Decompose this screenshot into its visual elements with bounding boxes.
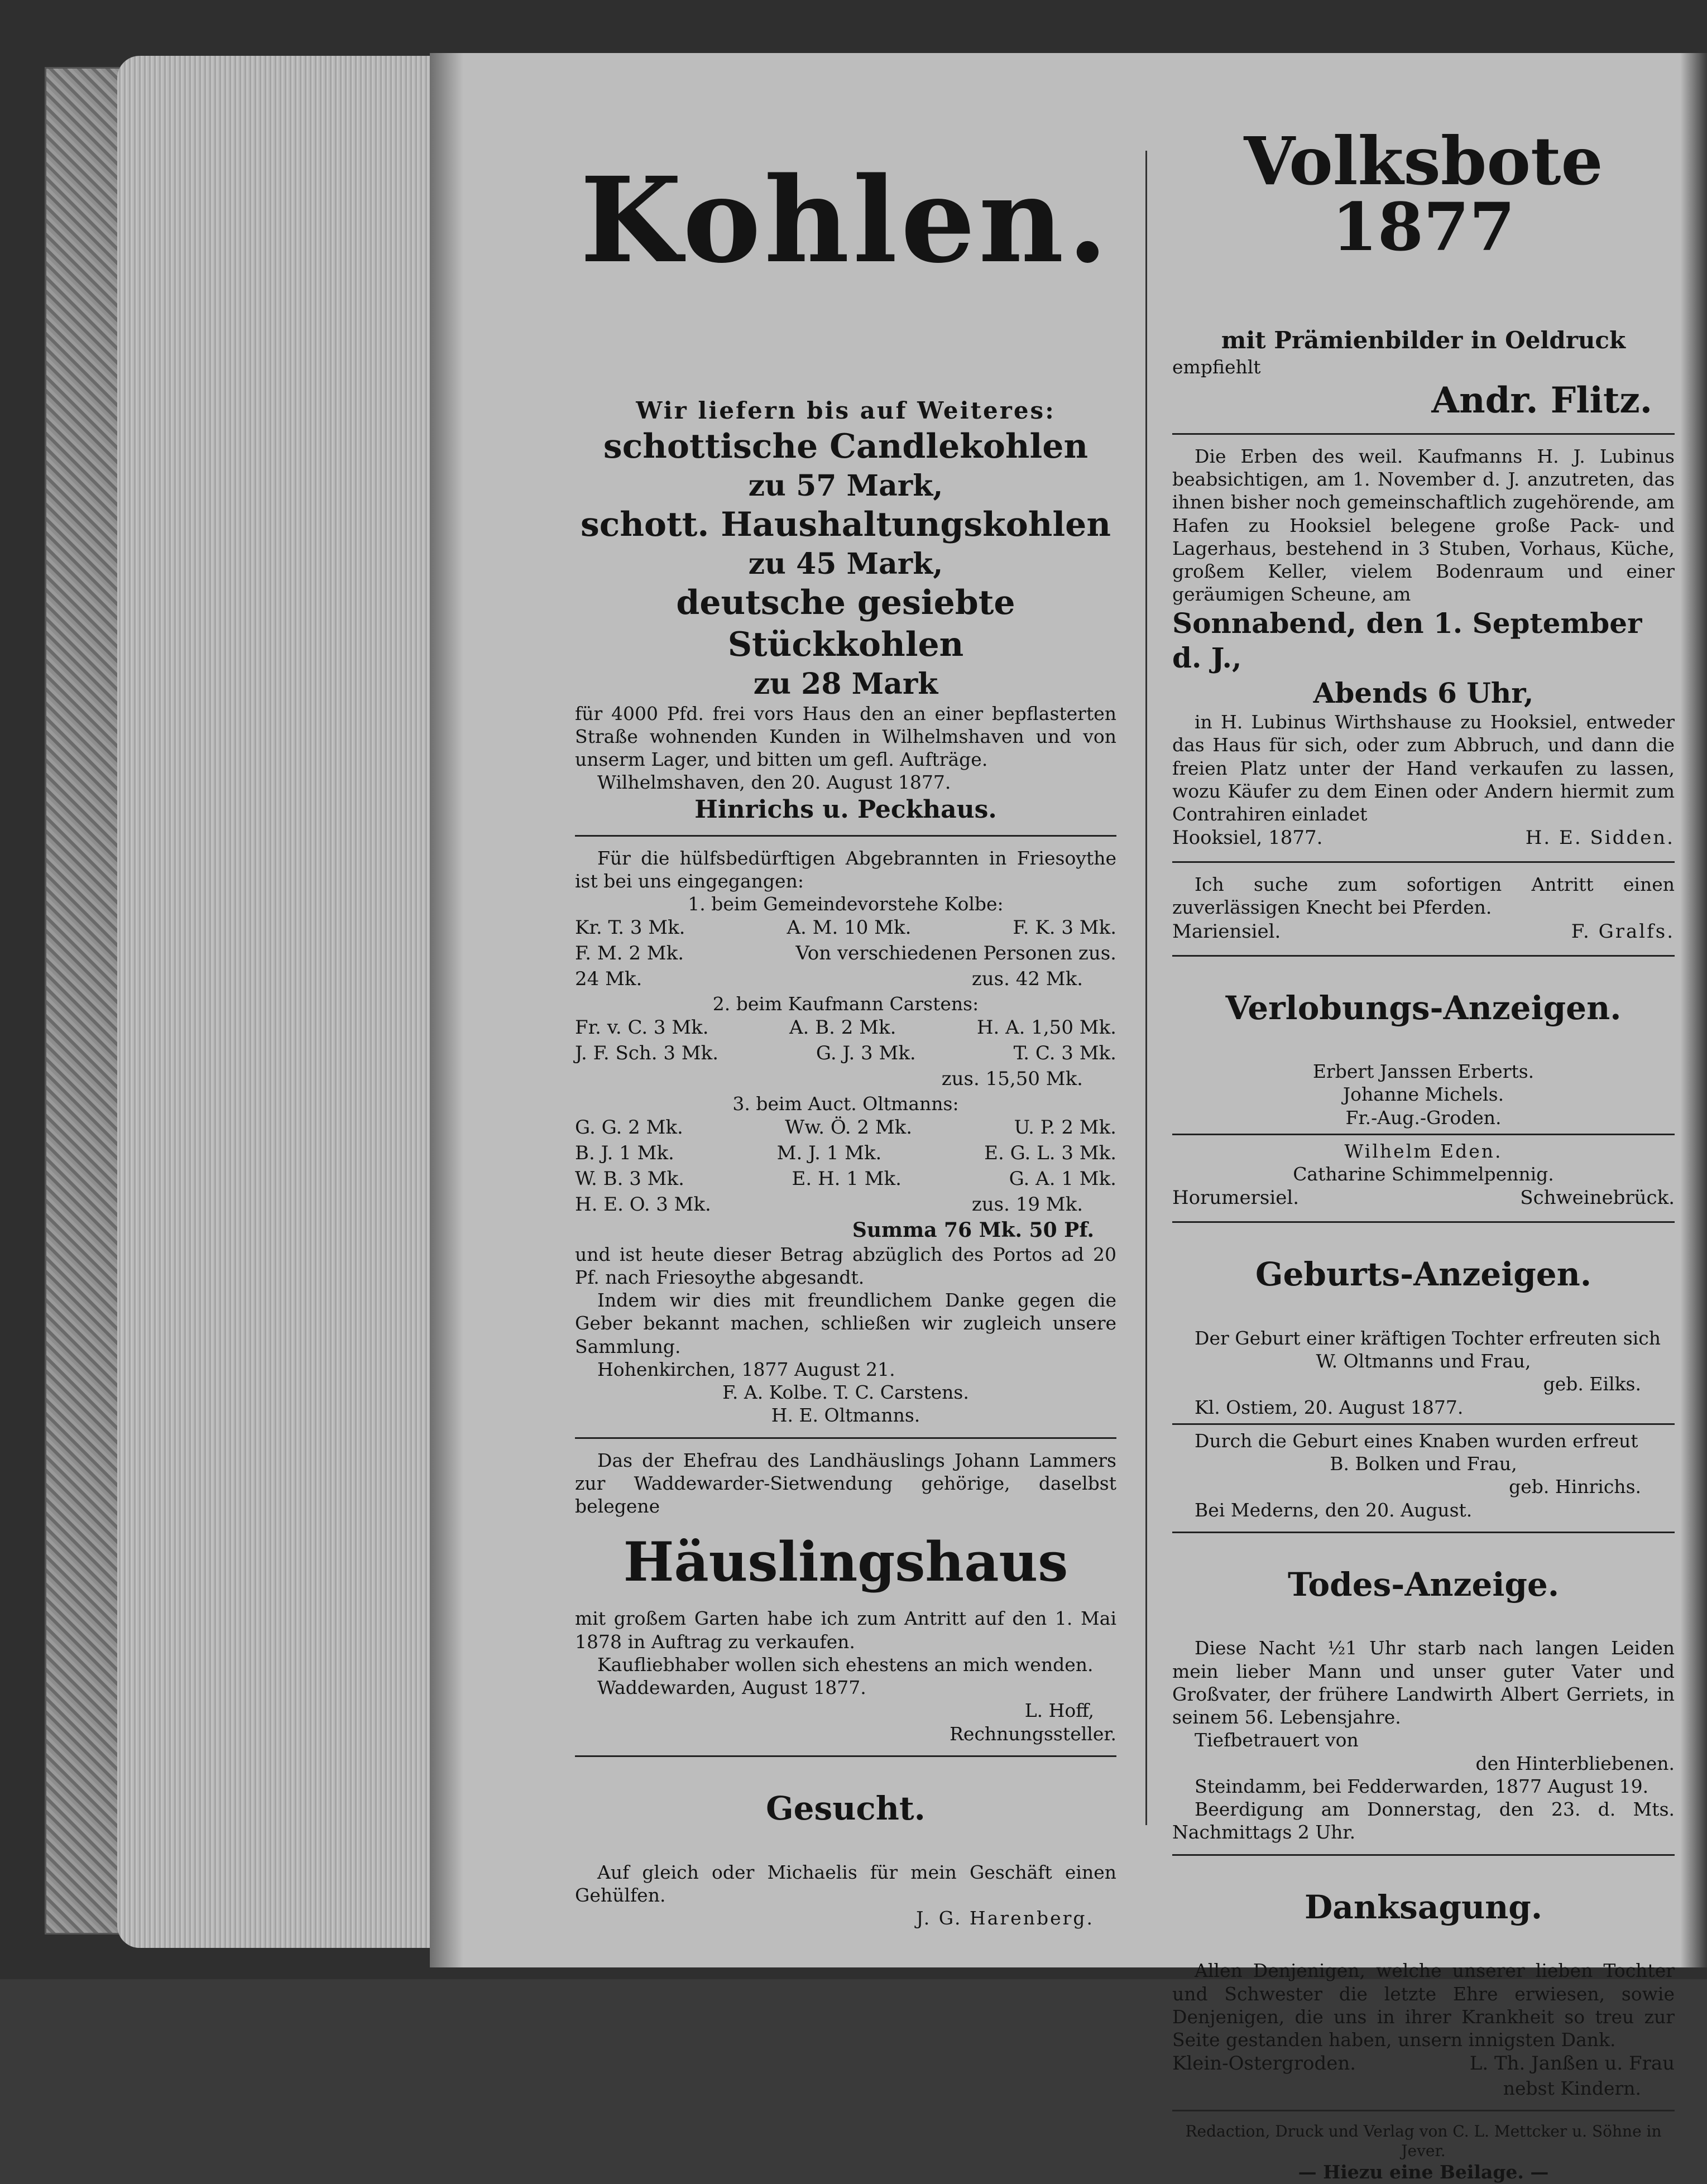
verlobung-footer: [1172, 1185, 1675, 1211]
table-row: [575, 915, 1116, 941]
volksbote-title: Volksbote 1877: [1244, 122, 1603, 266]
table-row: [575, 1015, 1116, 1041]
kohlen-body: für 4000 Pfd. frei vors Haus den an einer bepflasterten Straße wohnenden Kunden in Wilhelmshaven und von unserm Lager, und bitten um gefl. Aufträge.: [575, 702, 1116, 770]
gesucht-signature: J. G. Harenberg.: [916, 1907, 1094, 1929]
cell: T. C. 3 Mk.: [1013, 1042, 1116, 1065]
rule: [575, 1437, 1116, 1439]
tod-mourn: Tiefbetrauert von: [1195, 1729, 1359, 1751]
rule: [1172, 433, 1675, 435]
tod-title: Todes-Anzeige.: [1287, 1565, 1560, 1604]
cell: M. J. 1 Mk.: [776, 1141, 882, 1164]
haus-signature-1: L. Hoff,: [1024, 1700, 1094, 1722]
auction-body: Die Erben des weil. Kaufmanns H. J. Lubinus beabsichtigen, am 1. November d. J. anzutreten, das ihnen bisher noch gemeinschaftlich zugehörende, am Hafen zu Hooksiel belegene große Pack- und Lagerhaus, bestehend in 3 Stuben, Vorhaus, Küche, großem Keller, vielem Bodenraum und einer geräumigen Scheune, am: [1172, 445, 1675, 606]
haus-dateline: Waddewarden, August 1877.: [597, 1677, 866, 1699]
verlobung-line: Erbert Janssen Erberts.: [1312, 1060, 1535, 1083]
donation-notice: [575, 847, 1116, 1427]
kohlen-title: Kohlen.: [580, 151, 1111, 289]
knecht-body: Ich suche zum sofortigen Antritt einen zuverlässigen Knecht bei Pferden.: [1172, 873, 1675, 919]
beilage-note: — Hiezu eine Beilage. —: [1298, 2161, 1549, 2183]
donation-dateline: Hohenkirchen, 1877 August 21.: [597, 1358, 895, 1380]
geburt-section: [1172, 1255, 1675, 1521]
cell: F. M. 2 Mk.: [575, 942, 684, 965]
verlobung-place-2: Schweinebrück.: [1520, 1187, 1675, 1209]
haus-signature-2: Rechnungssteller.: [950, 1722, 1116, 1745]
cell: Fr. v. C. 3 Mk.: [575, 1016, 709, 1039]
gesucht-ad: [575, 1789, 1116, 1929]
table-row: [575, 941, 1116, 967]
auction-body-2: in H. Lubinus Wirthshause zu Hooksiel, entweder das Haus für sich, oder zum Abbruch, und dann die freien Platz unter der Hand verkaufen zu lassen, wozu Käufer zu dem Einen oder Andern hiermit zum Contrahiren einladet: [1172, 711, 1675, 825]
geburt-names: W. Oltmanns und Frau,: [1316, 1350, 1531, 1372]
kohlen-item-1: schottische Candlekohlen: [603, 426, 1089, 466]
verlobung-section: [1172, 989, 1675, 1212]
dank-signature: L. Th. Janßen u. Frau: [1469, 2052, 1675, 2075]
verlobung-line: Wilhelm Eden.: [1344, 1140, 1503, 1162]
donation-body-1: und ist heute dieser Betrag abzüglich des Portos ad 20 Pf. nach Friesoythe abgesandt.: [575, 1243, 1116, 1288]
volksbote-seller: Andr. Flitz.: [1431, 379, 1652, 421]
cell: G. J. 3 Mk.: [816, 1042, 916, 1065]
verlobung-line: Fr.-Aug.-Groden.: [1345, 1106, 1502, 1129]
donation-intro: Für die hülfsbedürftigen Abgebrannten in Friesoythe ist bei uns eingegangen:: [575, 847, 1116, 892]
rule: [575, 835, 1116, 837]
cell: A. M. 10 Mk.: [787, 916, 912, 939]
rule: [1172, 861, 1675, 863]
table-row: [575, 1067, 1116, 1092]
cell: E. G. L. 3 Mk.: [984, 1141, 1116, 1164]
geburt-place: Kl. Ostiem, 20. August 1877.: [1195, 1396, 1464, 1418]
cell: Ww. Ö. 2 Mk.: [785, 1116, 913, 1139]
volksbote-subtitle: mit Prämienbilder in Oeldruck: [1221, 327, 1626, 354]
rule: [1172, 1532, 1675, 1533]
kohlen-price-3: zu 28 Mark: [753, 666, 938, 701]
tod-section: [1172, 1566, 1675, 1844]
cell: 24 Mk.: [575, 968, 642, 991]
cell: H. A. 1,50 Mk.: [976, 1016, 1116, 1039]
dank-section: [1172, 1888, 1675, 2100]
page-edge-shadow: [1680, 53, 1707, 1967]
table-row: [575, 967, 1116, 992]
rule: [1172, 1423, 1675, 1425]
table-row: [575, 1115, 1116, 1141]
cell: F. K. 3 Mk.: [1013, 916, 1116, 939]
imprint: [1172, 2121, 1675, 2183]
kohlen-signature: Hinrichs u. Peckhaus.: [694, 795, 997, 824]
rule: [1172, 1134, 1675, 1135]
book-page-edges: [117, 56, 430, 1948]
cell: zus. 15,50 Mk.: [941, 1067, 1083, 1090]
verlobung-place-1: Horumersiel.: [1172, 1187, 1300, 1209]
tod-place: Steindamm, bei Fedderwarden, 1877 August 19.: [1195, 1775, 1649, 1797]
kohlen-intro: Wir liefern bis auf Weiteres:: [636, 397, 1056, 424]
table-row: [575, 1167, 1116, 1192]
rule: [1172, 955, 1675, 957]
kohlen-dateline: Wilhelmshaven, den 20. August 1877.: [597, 771, 951, 794]
auction-notice: [1172, 445, 1675, 851]
cell: W. B. 3 Mk.: [575, 1167, 684, 1190]
geburt-names-2: B. Bolken und Frau,: [1330, 1453, 1517, 1475]
knecht-footer: [1172, 919, 1675, 945]
volksbote-empfiehlt: empfiehlt: [1172, 356, 1261, 378]
dank-place: Klein-Ostergroden.: [1172, 2052, 1356, 2075]
knecht-place: Mariensiel.: [1172, 920, 1281, 943]
kohlen-item-3: deutsche gesiebte Stückkohlen: [676, 583, 1015, 664]
table-row: [575, 1141, 1116, 1167]
volksbote-ad: [1172, 122, 1675, 423]
auction-date: Sonnabend, den 1. September d. J.,: [1172, 606, 1642, 674]
cell: zus. 19 Mk.: [971, 1193, 1083, 1216]
dank-signature-2: nebst Kindern.: [1503, 2077, 1641, 2100]
donation-sec2: 2. beim Kaufmann Carstens:: [712, 992, 979, 1015]
rule: [575, 1755, 1116, 1757]
dank-body: Allen Denjenigen, welche unserer lieben Tochter und Schwester die letzte Ehre erwiesen, sowie Denjenigen, die uns in ihrer Krankheit so treu zur Seite gestanden haben, unsern innigsten Dank.: [1172, 1960, 1675, 2051]
cell: B. J. 1 Mk.: [575, 1141, 674, 1164]
knecht-signature: F. Gralfs.: [1571, 920, 1675, 943]
cell: zus. 42 Mk.: [971, 968, 1083, 991]
geburt-place-2: Bei Mederns, den 20. August.: [1195, 1499, 1473, 1521]
haus-intro: Das der Ehefrau des Landhäuslings Johann Lammers zur Waddewarder-Sietwendung gehörige, daselbst belegene: [575, 1449, 1116, 1518]
column-divider: [1145, 151, 1147, 1825]
imprint-text: Redaction, Druck und Verlag von C. L. Mettcker u. Söhne in Jever.: [1185, 2122, 1662, 2161]
verlobung-line: Johanne Michels.: [1342, 1083, 1504, 1106]
geburt-title: Geburts-Anzeigen.: [1255, 1255, 1592, 1294]
auction-signature: H. E. Sidden.: [1525, 827, 1675, 849]
donation-sec3: 3. beim Auct. Oltmanns:: [732, 1092, 959, 1115]
donation-body-2: Indem wir dies mit freundlichem Danke gegen die Geber bekannt machen, schließen wir zugleich unsere Sammlung.: [575, 1289, 1116, 1357]
cell: H. E. O. 3 Mk.: [575, 1193, 711, 1216]
auction-place: Hooksiel, 1877.: [1172, 827, 1323, 849]
rule: [1172, 1221, 1675, 1223]
geburt-body-2: Durch die Geburt eines Knaben wurden erfreut: [1195, 1429, 1638, 1452]
kohlen-price-2: zu 45 Mark,: [748, 546, 943, 581]
tod-burial: Beerdigung am Donnerstag, den 23. d. Mts. Nachmittags 2 Uhr.: [1172, 1798, 1675, 1844]
table-row: [575, 1041, 1116, 1067]
kohlen-ad: [575, 151, 1116, 825]
donation-summa: Summa 76 Mk. 50 Pf.: [852, 1218, 1094, 1242]
gesucht-body: Auf gleich oder Michaelis für mein Geschäft einen Gehülfen.: [575, 1861, 1116, 1906]
haus-body: mit großem Garten habe ich zum Antritt auf den 1. Mai 1878 in Auftrag zu verkaufen.: [575, 1607, 1116, 1653]
haus-body-2: Kaufliebhaber wollen sich ehestens an mich wenden.: [597, 1653, 1094, 1676]
cell: A. B. 2 Mk.: [789, 1016, 896, 1039]
cell: Von verschiedenen Personen zus.: [795, 942, 1116, 965]
geburt-nee: geb. Eilks.: [1543, 1373, 1641, 1395]
donation-signers-2: H. E. Oltmanns.: [771, 1404, 920, 1427]
donation-signers-1: F. A. Kolbe. T. C. Carstens.: [722, 1381, 969, 1404]
auction-footer: [1172, 825, 1675, 851]
tod-family: den Hinterbliebenen.: [1475, 1752, 1675, 1774]
gesucht-title: Gesucht.: [766, 1789, 926, 1827]
haus-ad: [575, 1449, 1116, 1745]
rule: [1172, 1854, 1675, 1856]
cell: J. F. Sch. 3 Mk.: [575, 1042, 719, 1065]
tod-body: Diese Nacht ½1 Uhr starb nach langen Leiden mein lieber Mann und unser guter Vater und Großvater, der frühere Landwirth Albert Gerriets, in seinem 56. Lebensjahre.: [1172, 1637, 1675, 1729]
cell: Kr. T. 3 Mk.: [575, 916, 685, 939]
rule: [1172, 2110, 1675, 2111]
right-column: [1172, 122, 1675, 2184]
donation-sec1: 1. beim Gemeindevorstehe Kolbe:: [688, 893, 1004, 915]
haus-title: Häuslingshaus: [623, 1530, 1068, 1594]
left-column: [575, 128, 1116, 1929]
verlobung-line: Catharine Schimmelpennig.: [1293, 1163, 1554, 1185]
dank-title: Danksagung.: [1304, 1888, 1543, 1926]
geburt-body: Der Geburt einer kräftigen Tochter erfreuten sich: [1195, 1327, 1661, 1349]
knecht-ad: [1172, 873, 1675, 944]
geburt-nee-2: geb. Hinrichs.: [1509, 1476, 1641, 1498]
cell: U. P. 2 Mk.: [1014, 1116, 1116, 1139]
kohlen-item-2: schott. Haushaltungskohlen: [581, 505, 1111, 544]
auction-time: Abends 6 Uhr,: [1313, 676, 1534, 709]
verlobung-title: Verlobungs-Anzeigen.: [1225, 988, 1622, 1027]
cell: E. H. 1 Mk.: [792, 1167, 902, 1190]
page-gutter-shadow: [430, 53, 463, 1967]
table-row: [575, 1192, 1116, 1218]
cell: G. G. 2 Mk.: [575, 1116, 683, 1139]
dank-footer: [1172, 2051, 1675, 2077]
cell: G. A. 1 Mk.: [1009, 1167, 1116, 1190]
kohlen-price-1: zu 57 Mark,: [748, 468, 943, 503]
